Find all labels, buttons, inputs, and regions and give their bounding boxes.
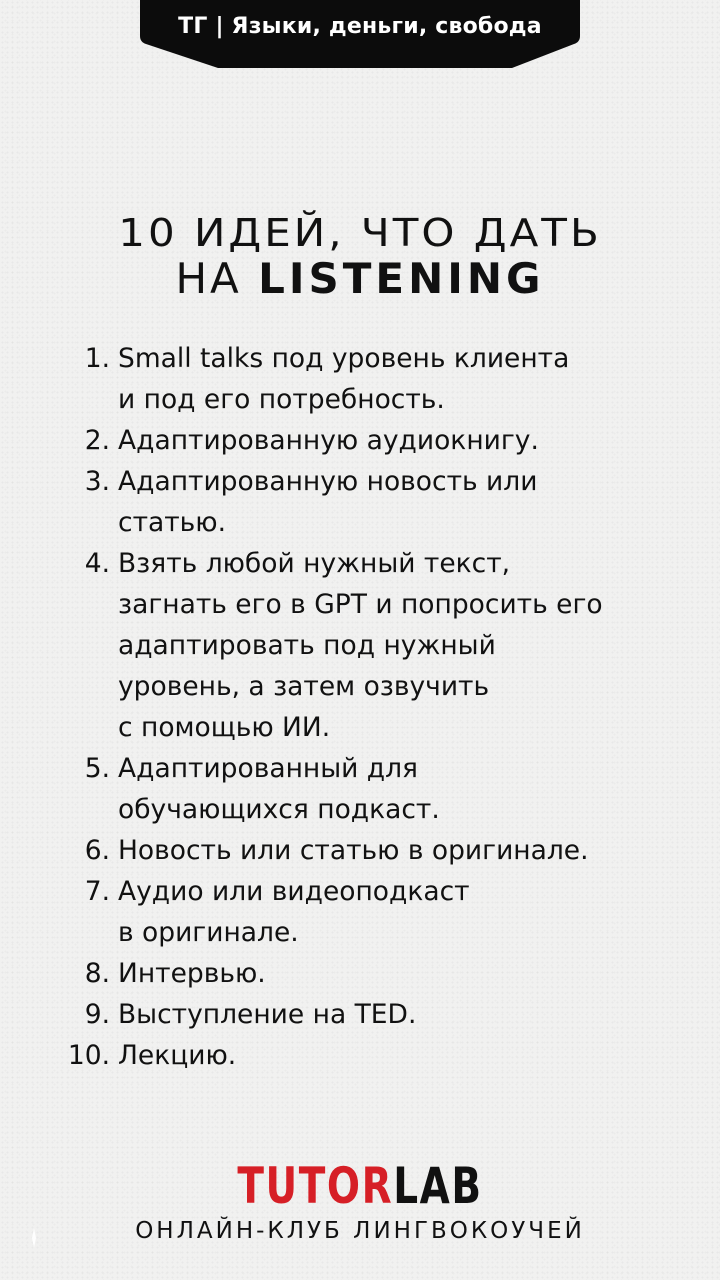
list-item-text: Лекцию. [118,1040,237,1071]
banner-text: ТГ | Языки, деньги, свобода [178,14,542,39]
list-item-number: 4. [84,548,110,579]
title-keyword: LISTENING [258,254,545,303]
title-prefix: НА [175,254,242,303]
list-item-number: 8. [84,958,110,989]
brand-tagline: ОНЛАЙН-КЛУБ ЛИНГВОКОУЧЕЙ [135,1218,585,1244]
list-item [0,338,720,420]
sparkle-icon [27,1228,41,1248]
list-item-text: Новость или статью в оригинале. [118,835,589,866]
list-item [0,953,720,994]
list-item-text: Адаптированный для обучающихся подкаст. [118,753,440,825]
list-item-number: 6. [84,835,110,866]
logo-part-red: TUTOR [237,1157,394,1215]
title-line-1: 10 ИДЕЙ, ЧТО ДАТЬ [118,210,602,256]
list-item [0,830,720,871]
list-item-number: 7. [84,876,110,907]
list-item-number: 10. [67,1040,110,1071]
list-item-number: 3. [84,466,110,497]
list-item-text: Аудио или видеоподкаст в оригинале. [118,876,470,948]
list-item [0,543,720,748]
list-item-text: Small talks под уровень клиента и под его потребность. [118,343,570,415]
ideas-list [0,338,720,1076]
list-item-text: Адаптированную аудиокнигу. [118,425,539,456]
list-item [0,420,720,461]
list-item-number: 5. [84,753,110,784]
list-item-number: 1. [84,343,110,374]
list-item [0,1035,720,1076]
list-item [0,994,720,1035]
brand-logo [79,1158,641,1214]
list-item [0,461,720,543]
list-item-number: 2. [84,425,110,456]
list-item [0,871,720,953]
page-title [0,210,720,302]
list-item-text: Адаптированную новость или статью. [118,466,538,538]
logo-part-dark: LAB [393,1157,483,1215]
top-banner [0,0,720,72]
list-item [0,748,720,830]
list-item-text: Интервью. [118,958,266,989]
list-item-text: Взять любой нужный текст, загнать его в GPT и попросить его адаптировать под нужный уровень, а затем озвучить с помощью ИИ. [118,548,603,743]
list-item-number: 9. [84,999,110,1030]
title-line-2 [0,256,720,302]
list-item-text: Выступление на TED. [118,999,417,1030]
